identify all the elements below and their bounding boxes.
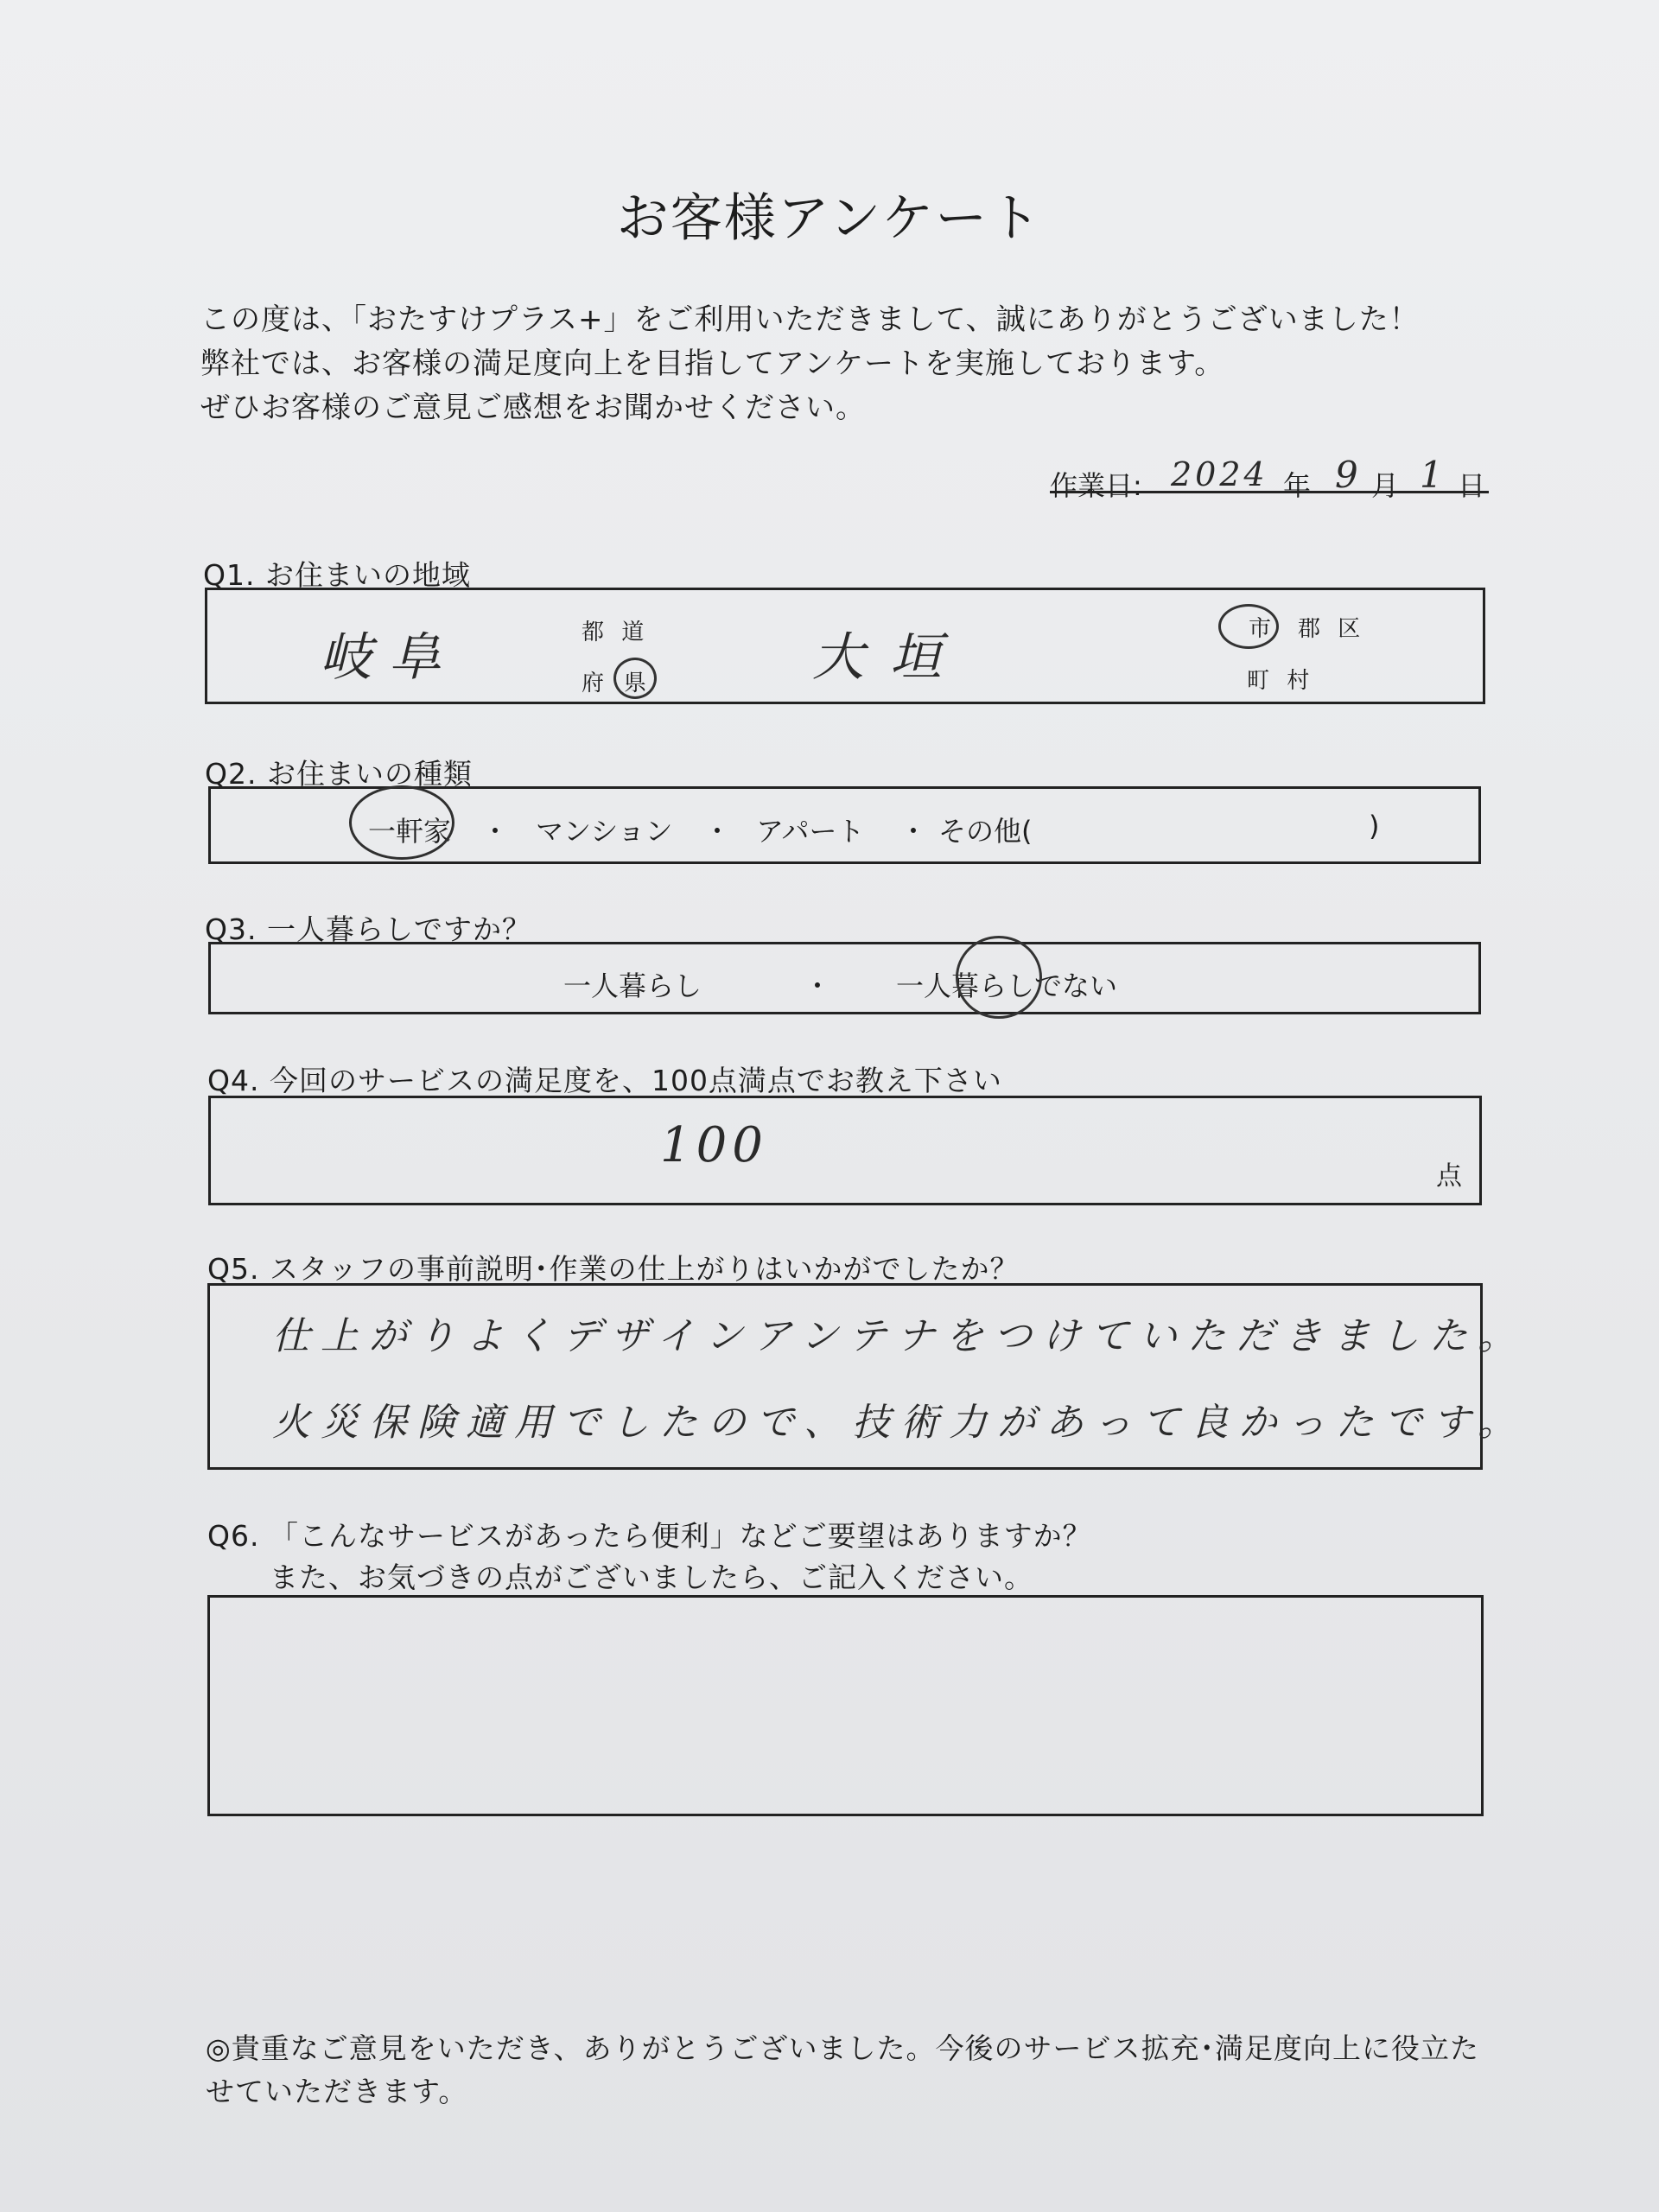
page-title: お客様アンケート (616, 188, 1043, 249)
q3-option-alone[interactable]: 一人暮らし (563, 969, 702, 1002)
q1-answer-box[interactable] (205, 588, 1485, 704)
q3-answer-box (208, 942, 1481, 1014)
work-date-day: 1 (1420, 454, 1443, 496)
q1-city-suffix-shi: 市 (1249, 616, 1277, 642)
q2-answer-box (208, 786, 1481, 864)
intro-line-3: ぜひお客様のご意見ご感想をお聞かせください。 (200, 391, 866, 425)
q5-answer-box[interactable] (207, 1283, 1527, 1470)
work-date-day-label: 日 (1458, 469, 1486, 502)
q2-option-other[interactable]: その他( (938, 815, 1033, 848)
date-underline (1050, 491, 1489, 493)
q1-city-suffix-bottom: 町 村 (1247, 668, 1315, 694)
q1-prefecture-value: 岐阜 (320, 627, 458, 688)
q1-label: Q1. お住まいの地域 (203, 558, 471, 592)
q2-sep-1: ・ (481, 815, 510, 848)
q2-option-apartment[interactable]: アパート (756, 815, 865, 848)
q2-sep-2: ・ (703, 815, 732, 848)
q2-label: Q2. お住まいの種類 (205, 757, 473, 791)
footer-line-1: ◎貴重なご意見をいただき、ありがとうございました。今後のサービス拡充･満足度向上に役立た (206, 2031, 1479, 2065)
q6-answer-box[interactable] (207, 1595, 1484, 1816)
q2-option-house[interactable]: 一軒家 (368, 815, 452, 848)
q1-pref-suffix-ken: 県 (624, 671, 652, 696)
q1-pref-suffix-fu: 府 (582, 671, 610, 696)
q6-label-line-2: また、お気づきの点がございましたら、ご記入ください。 (270, 1560, 1033, 1594)
q1-shi-circle-mark (1218, 604, 1279, 649)
intro-line-2: 弊社では、お客様の満足度向上を目指してアンケートを実施しております。 (200, 346, 1225, 381)
q2-sep-3: ・ (899, 815, 928, 848)
work-date (1050, 454, 1491, 502)
q4-label: Q4. 今回のサービスの満足度を、100点満点でお教え下さい (207, 1064, 1002, 1097)
intro-line-1: この度は、「おたすけプラス+」をご利用いただきまして、誠にありがとうございました！ (200, 302, 1420, 337)
q5-answer-line-1: 仕上がりよくデザインアンテナをつけていただきました。 (272, 1314, 1527, 1358)
footer-line-2: せていただきます。 (206, 2075, 468, 2108)
q2-other-close-paren: ) (1369, 810, 1380, 842)
work-date-year-label: 年 (1283, 469, 1312, 502)
q4-answer-box[interactable] (208, 1096, 1482, 1205)
q3-selected-circle-mark (956, 936, 1042, 1019)
q1-city-suffix-top: 郡 区 (1298, 616, 1366, 642)
q5-label: Q5. スタッフの事前説明･作業の仕上がりはいかがでしたか？ (207, 1252, 1020, 1286)
q4-score-value: 100 (660, 1117, 768, 1173)
q1-pref-suffix-top: 都 道 (582, 620, 650, 645)
work-date-year: 2024 (1171, 455, 1268, 493)
q1-city-value: 大垣 (812, 627, 968, 688)
q3-sep: ・ (804, 969, 832, 1002)
q4-score-unit: 点 (1436, 1161, 1462, 1192)
q2-option-mansion[interactable]: マンション (536, 815, 673, 848)
q2-selected-circle-mark (349, 785, 454, 860)
q3-label: Q3. 一人暮らしですか？ (205, 912, 531, 946)
q6-label-line-1: Q6. 「こんなサービスがあったら便利」などご要望はありますか？ (207, 1519, 1092, 1553)
q3-option-not-alone[interactable]: 一人暮らしでない (896, 969, 1118, 1002)
work-date-month-label: 月 (1371, 469, 1400, 502)
work-date-label: 作業日: (1050, 469, 1142, 502)
q5-answer-line-2: 火災保険適用でしたので、技術力があって良かったです。 (272, 1401, 1527, 1445)
q1-ken-circle-mark (613, 658, 657, 699)
work-date-month: 9 (1335, 454, 1358, 496)
